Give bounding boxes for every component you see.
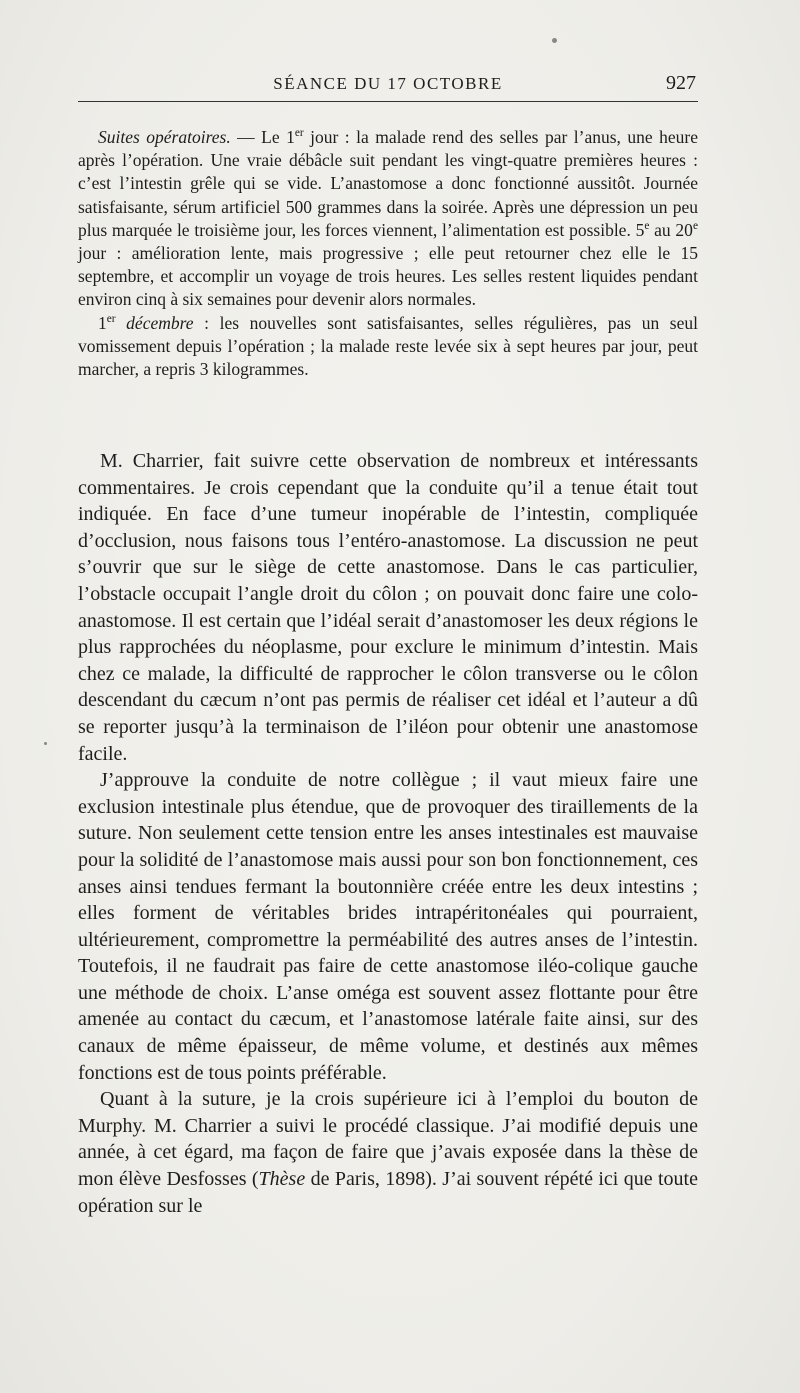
header-rule	[78, 101, 698, 102]
report-paragraph-1: Suites opératoires. — Le 1er jour : la malade rend des selles par l’anus, une heure après l’opération. Une vraie débâcle suit pendant les vingt-quatre premières heures : c’est l’intestin grêle qui se vide. L’anastomose a donc fonctionné aussitôt. Journée satisfaisante, sérum artificiel 500 grammes dans la soirée. Après une dépression un peu plus marquée le troisième jour, les forces viennent, l’alimentation est possible. 5e au 20e jour : amélioration lente, mais progressive ; elle peut retourner chez elle le 15 septembre, et accomplir un voyage de trois heures. Les selles restent liquides pendant environ cinq à six semaines pour devenir alors normales.	[78, 127, 699, 310]
report-paragraph-2: 1er décembre : les nouvelles sont satisfaisantes, selles régulières, pas un seul vomissement depuis l’opération ; la malade reste levée six à sept heures par jour, peut marcher, a repris 3 kilogrammes.	[78, 312, 698, 380]
commentary-paragraph-3: Quant à la suture, je la crois supérieure ici à l’emploi du bouton de Murphy. M. Charrier a suivi le procédé classique. J’ai modifié depuis une année, à cet égard, ma façon de faire que j’avais exposée dans la thèse de mon élève Desfosses (Thèse de Paris, 1898). J’ai souvent répété ici que toute opération sur le	[78, 1088, 698, 1217]
paper-speck	[44, 742, 47, 745]
postoperative-report	[78, 126, 698, 381]
report-heading: Suites opératoires.	[98, 127, 231, 147]
page-number: 927	[666, 72, 696, 94]
running-header	[78, 70, 698, 96]
commentary	[78, 448, 698, 1219]
header-title: SÉANCE DU 17 OCTOBRE	[273, 74, 503, 93]
paper-speck	[552, 38, 557, 43]
commentary-paragraph-2: J’approuve la conduite de notre collègue ; il vaut mieux faire une exclusion intestinale plus étendue, que de provoquer des tiraillements de la suture. Non seulement cette tension entre les anses intestinales est mauvaise pour la solidité de l’anastomose mais aussi pour son bon fonctionnement, ces anses ainsi tendues fermant la boutonnière créée entre les deux intestins ; elles forment de véritables brides intrapéritonéales qui pourraient, ultérieurement, compromettre la perméabilité des autres anses de l’intestin. Toutefois, il ne faudrait pas faire de cette anastomose iléo-colique gauche une méthode de choix. L’anse oméga est souvent assez flottante pour être amenée au contact du cæcum, et l’anastomose latérale faite ainsi, sur des canaux de même épaisseur, de même volume, et destinés aux mêmes fonctions est de tous points préférable.	[78, 769, 698, 1084]
commentary-paragraph-1: M. Charrier, fait suivre cette observation de nombreux et intéressants commentaires. Je crois cependant que la conduite qu’il a tenue était tout indiquée. En face d’une tumeur inopérable de l’intestin, compliquée d’occlusion, nous faisons tous l’entéro-anastomose. La discussion ne peut s’ouvrir que sur le siège de cette anastomose. Dans le cas particulier, l’obstacle occupait l’angle droit du côlon ; on pouvait donc faire une colo-anastomose. Il est certain que l’idéal serait d’anastomoser les deux régions le plus rapprochées du néoplasme, pour exclure le minimum d’intestin. Mais chez ce malade, la difficulté de rapprocher le côlon transverse ou le côlon descendant du cæcum n’ont pas permis de réaliser cet idéal et l’auteur a dû se reporter jusqu’à la terminaison de l’iléon pour obtenir une anastomose facile.	[78, 450, 698, 765]
